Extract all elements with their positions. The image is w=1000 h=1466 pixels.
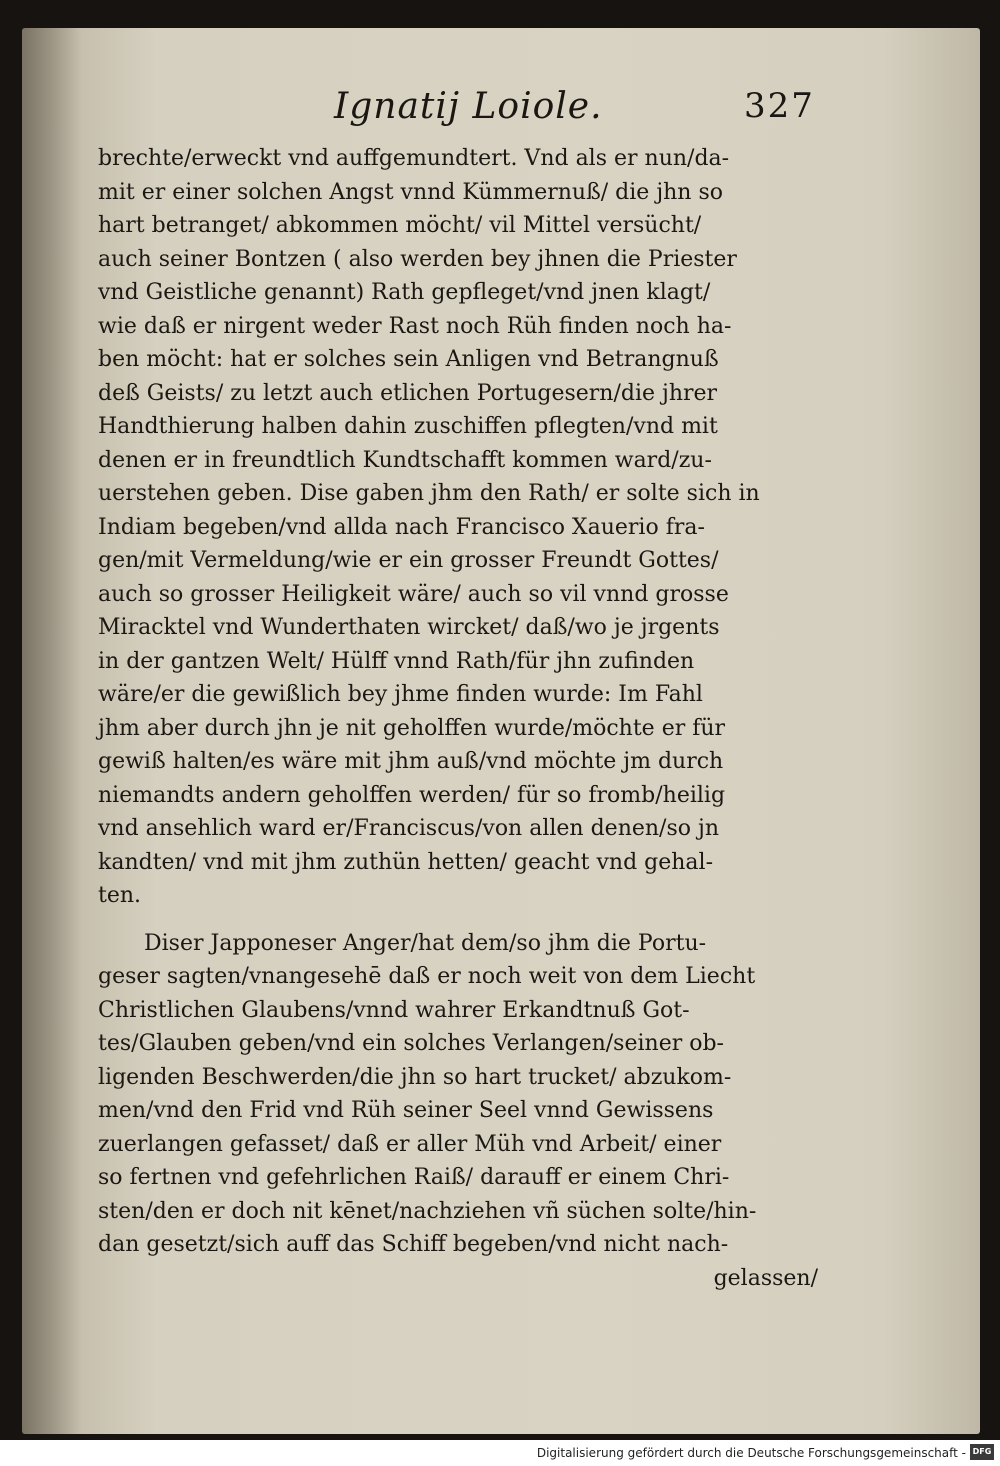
funding-credit: Digitalisierung gefördert durch die Deutsche Forschungsgemeinschaft - [536,1446,966,1460]
text-line: wie daß er nirgent weder Rast noch Rüh finden noch ha- [98,313,732,339]
text-line: Christlichen Glaubens/vnnd wahrer Erkandtnuß Got- [98,997,690,1023]
paragraph-2 [98,927,818,1262]
text-line: zuerlangen gefasset/ daß er aller Müh vnd Arbeit/ einer [98,1131,722,1157]
text-line: mit er einer solchen Angst vnnd Kümmernuß/ die jhn so [98,179,724,205]
page-header [22,86,980,146]
catchword: gelassen/ [713,1265,818,1291]
running-title: Ignatij Loiole. [334,86,603,127]
dfg-logo: DFG [970,1444,994,1460]
text-line: jhm aber durch jhn je nit geholffen wurde/möchte er für [98,715,726,741]
page-number: 327 [744,86,815,126]
footer-bar [0,1440,1000,1466]
text-line: uerstehen geben. Dise gaben jhm den Rath/ er solte sich in [98,481,760,506]
text-line: auch seiner Bontzen ( also werden bey jhnen die Priester [98,246,737,272]
text-line: auch so grosser Heiligkeit wäre/ auch so vil vnnd grosse [98,581,729,607]
text-line: vnd ansehlich ward er/Franciscus/von allen denen/so jn [98,816,719,841]
text-line: so fertnen vnd gefehrlichen Raiß/ darauff er einem Chri- [98,1165,730,1190]
text-line: brechte/erweckt vnd auffgemundtert. Vnd als er nun/da- [98,146,730,171]
text-line: tes/Glauben geben/vnd ein solches Verlangen/seiner ob- [98,1031,724,1056]
page-body [98,142,818,1295]
paragraph-gap [98,913,818,927]
text-line: vnd Geistliche genannt) Rath gepfleget/vnd jnen klagt/ [98,280,711,305]
text-line: deß Geists/ zu letzt auch etlichen Portugesern/die jhrer [98,380,718,406]
text-line: in der gantzen Welt/ Hülff vnnd Rath/für jhn zufinden [98,648,695,674]
book-page [22,28,980,1434]
text-line: denen er in freundtlich Kundtschafft kommen ward/zu- [98,447,712,473]
text-line: men/vnd den Frid vnd Rüh seiner Seel vnnd Gewissens [98,1098,714,1123]
text-line: dan gesetzt/sich auff das Schiff begeben/vnd nicht nach- [98,1232,729,1257]
text-line: Indiam begeben/vnd allda nach Francisco Xauerio fra- [98,514,705,540]
text-line: gen/mit Vermeldung/wie er ein grosser Freundt Gottes/ [98,548,719,573]
text-line: gewiß halten/es wäre mit jhm auß/vnd möchte jm durch [98,749,724,774]
page-gutter-shadow [22,28,82,1434]
text-line: sten/den er doch nit kēnet/nachziehen vñ süchen solte/hin- [98,1198,757,1224]
text-line: wäre/er die gewißlich bey jhme finden wurde: Im Fahl [98,682,703,707]
text-line: ligenden Beschwerden/die jhn so hart trucket/ abzukom- [98,1064,732,1090]
text-line: ben möcht: hat er solches sein Anligen vnd Betrangnuß [98,347,719,372]
text-line: Handthierung halben dahin zuschiffen pflegten/vnd mit [98,414,718,439]
text-line: geser sagten/vnangesehē daß er noch weit von dem Liecht [98,964,756,989]
text-line: Diser Japponeser Anger/hat dem/so jhm die Portu- [144,930,707,956]
text-line: kandten/ vnd mit jhm zuthün hetten/ geacht vnd gehal- [98,849,714,875]
text-line: ten. [98,883,142,908]
paragraph-1 [98,142,818,913]
text-line: Miracktel vnd Wunderthaten wircket/ daß/wo je jrgents [98,615,720,640]
text-line: hart betranget/ abkommen möcht/ vil Mittel versücht/ [98,213,702,238]
text-line: niemandts andern geholffen werden/ für so fromb/heilig [98,782,726,808]
